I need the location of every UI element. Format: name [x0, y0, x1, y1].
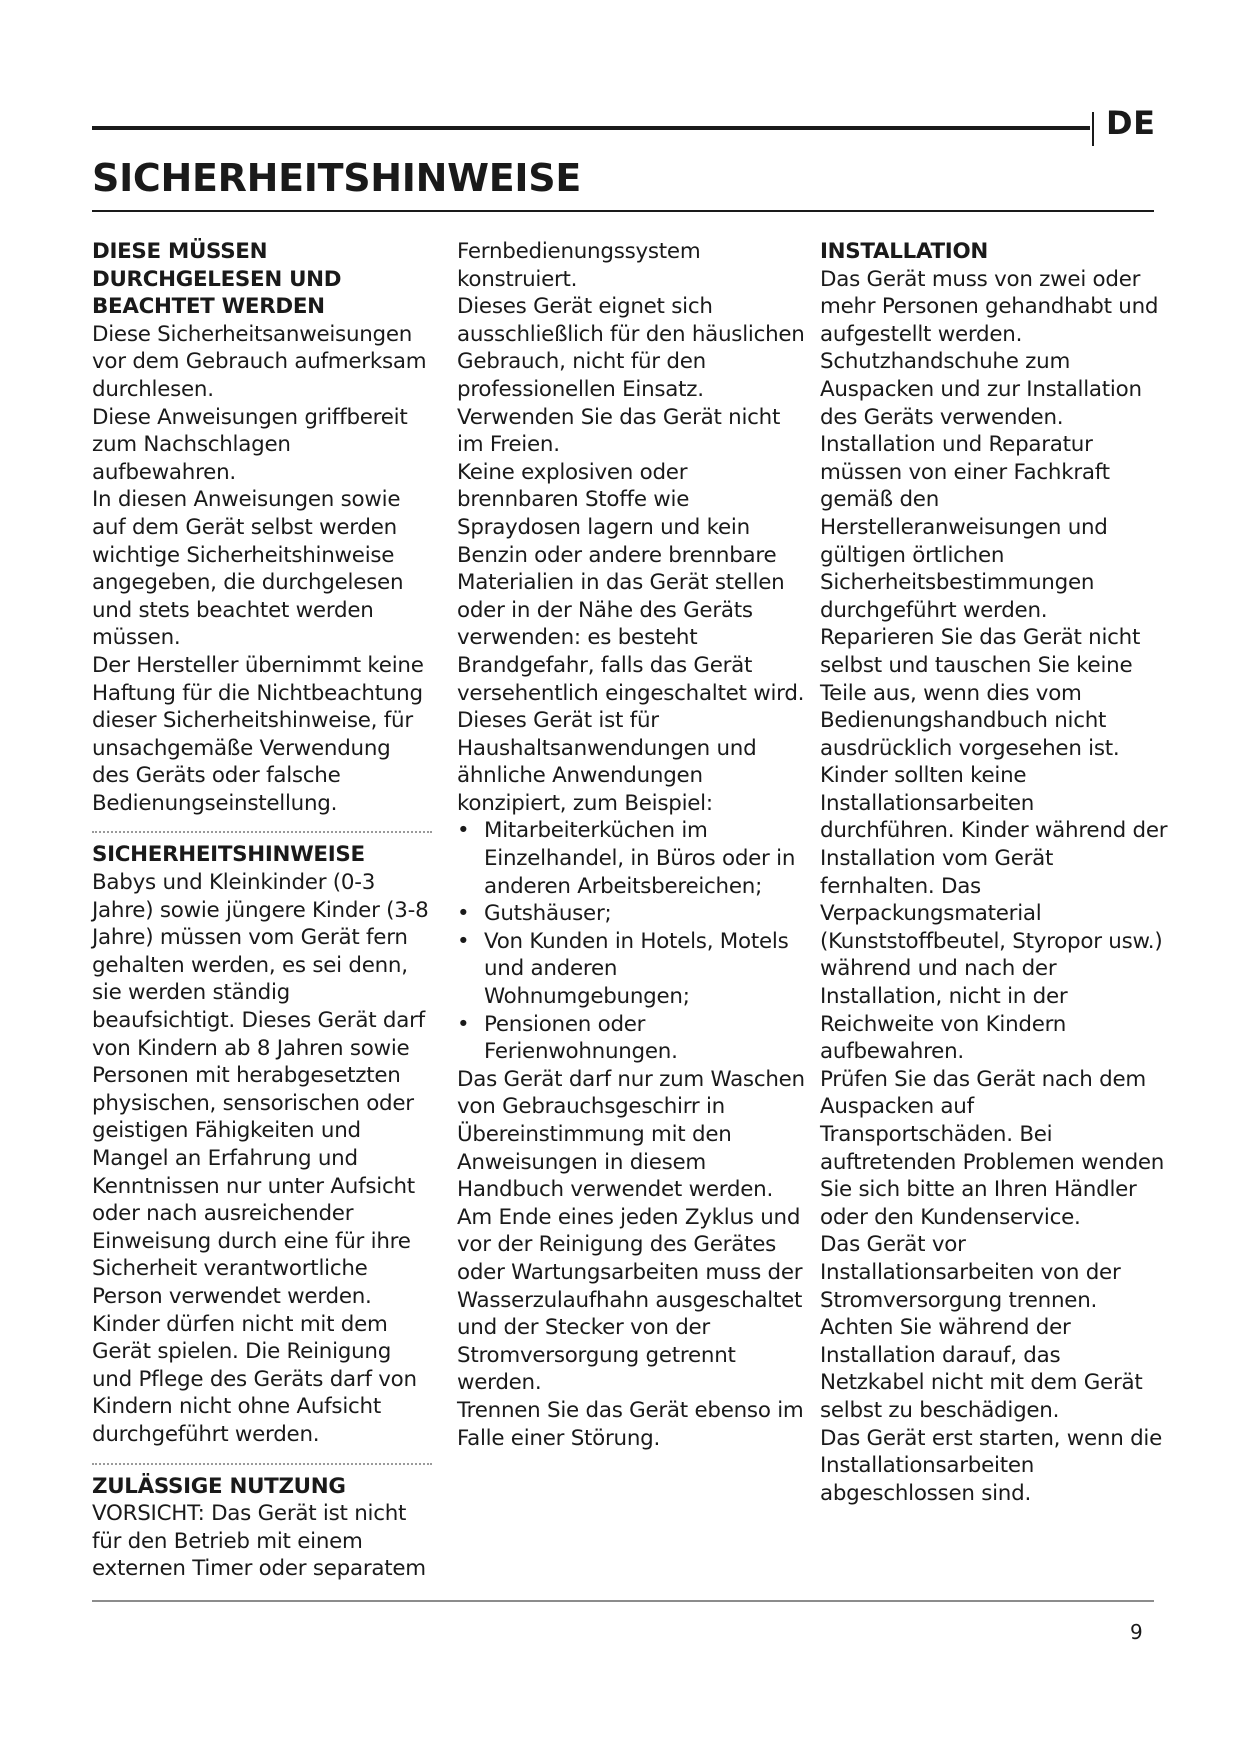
list-item: • Pensionen oder Ferienwohnungen. — [457, 1011, 807, 1066]
paragraph: Verwenden Sie das Gerät nicht im Freien. — [457, 404, 781, 458]
paragraph: Installation und Reparatur müssen von einer Fachkraft gemäß den Herstelleranweisungen und gültigen örtlichen Sicherheitsbestimmungen durchgeführt werden. — [820, 432, 1110, 623]
header-rule — [92, 126, 1090, 130]
paragraph: Der Hersteller übernimmt keine Haftung für die Nichtbeachtung dieser Sicherheitshinweise, für unsachgemäße Verwendung des Geräts oder falsche Bedienungseinstellung. — [92, 652, 424, 816]
footer-rule — [92, 1600, 1154, 1602]
paragraph: Das Gerät darf nur zum Waschen von Gebrauchsgeschirr in Übereinstimmung mit den Anweisungen in diesem Handbuch verwendet werden. — [457, 1066, 805, 1203]
list-item: • Mitarbeiterküchen im Einzelhandel, in Büros oder in anderen Arbeitsbereichen; — [457, 817, 807, 900]
paragraph: Reparieren Sie das Gerät nicht selbst und tauschen Sie keine Teile aus, wenn dies vom Bedienungshandbuch nicht ausdrücklich vorgesehen ist. — [820, 625, 1141, 761]
section-heading-installation: INSTALLATION — [820, 239, 988, 264]
page-number: 9 — [1130, 1620, 1143, 1644]
paragraph: Keine explosiven oder brennbaren Stoffe wie Spraydosen lagern und kein Benzin oder andere brennbare Materialien in das Gerät stellen oder in der Nähe des Geräts verwenden: es besteht Brandgefahr, falls das Gerät versehentlich eingeschaltet wird. — [457, 459, 805, 706]
paragraph: In diesen Anweisungen sowie auf dem Gerät selbst werden wichtige Sicherheitshinweise angegeben, die durchgelesen und stets beachtet werden müssen. — [92, 487, 404, 651]
section-heading-read-and-observe: DIESE MÜSSEN DURCHGELESEN UND BEACHTET WERDEN — [92, 239, 342, 320]
paragraph: Trennen Sie das Gerät ebenso im Falle einer Störung. — [457, 1397, 804, 1451]
column-left — [92, 238, 432, 1583]
section-heading-permitted-use: ZULÄSSIGE NUTZUNG — [92, 1473, 346, 1499]
paragraph: Prüfen Sie das Gerät nach dem Auspacken auf Transportschäden. Bei auftretenden Problemen wenden Sie sich bitte an Ihren Händler oder den Kundenservice. — [820, 1066, 1165, 1230]
title-rule — [92, 210, 1154, 212]
paragraph: Fernbedienungssystem konstruiert. — [457, 239, 701, 292]
section-divider — [92, 1463, 432, 1465]
usage-examples-list — [457, 817, 807, 1065]
language-tab-divider — [1092, 112, 1094, 146]
paragraph: Achten Sie während der Installation darauf, das Netzkabel nicht mit dem Gerät selbst zu beschädigen. — [820, 1315, 1143, 1423]
paragraph: Diese Sicherheitsanweisungen vor dem Gebrauch aufmerksam durchlesen. — [92, 321, 427, 402]
paragraph: Schutzhandschuhe zum Auspacken und zur Installation des Geräts verwenden. — [820, 349, 1142, 430]
paragraph: VORSICHT: Das Gerät ist nicht für den Betrieb mit einem externen Timer oder separatem — [92, 1501, 426, 1582]
list-item: • Gutshäuser; — [457, 900, 807, 928]
paragraph: Das Gerät erst starten, wenn die Installationsarbeiten abgeschlossen sind. — [820, 1425, 1163, 1506]
paragraph: Am Ende eines jeden Zyklus und vor der Reinigung des Gerätes oder Wartungsarbeiten muss der Wasserzulaufhahn ausgeschaltet und der Stecker von der Stromversorgung getrennt werden. — [457, 1204, 803, 1396]
section-heading-safety-notes: SICHERHEITSHINWEISE — [92, 842, 365, 868]
paragraph: Das Gerät muss von zwei oder mehr Personen gehandhabt und aufgestellt werden. — [820, 266, 1159, 347]
paragraph: Dieses Gerät ist für Haushaltsanwendungen und ähnliche Anwendungen konzipiert, zum Beispiel: — [457, 708, 757, 816]
language-code: DE — [1106, 104, 1156, 142]
paragraph: Das Gerät vor Installationsarbeiten von der Stromversorgung trennen. — [820, 1232, 1121, 1313]
column-right — [820, 238, 1170, 1507]
paragraph: Kinder sollten keine Installationsarbeiten durchführen. Kinder während der Installation vom Gerät fernhalten. Das Verpackungsmaterial (Kunststoffbeutel, Styropor usw.) während und nach der Installation, nicht in der Reichweite von Kindern aufbewahren. — [820, 763, 1168, 1065]
section-divider — [92, 831, 432, 833]
list-item: • Von Kunden in Hotels, Motels und anderen Wohnumgebungen; — [457, 928, 807, 1011]
paragraph: Babys und Kleinkinder (0-3 Jahre) sowie jüngere Kinder (3-8 Jahre) müssen vom Gerät fern gehalten werden, es sei denn, sie werden ständig beaufsichtigt. Dieses Gerät darf von Kindern ab 8 Jahren sowie Personen mit herabgesetzten physischen, sensorischen oder geistigen Fähigkeiten und Mangel an Erfahrung und Kenntnissen nur unter Aufsicht oder nach ausreichender Einweisung durch eine für ihre Sicherheit verantwortliche Person verwendet werden. Kinder dürfen nicht mit dem Gerät spielen. Die Reinigung und Pflege des Geräts darf von Kindern nicht ohne Aufsicht durchgeführt werden. — [92, 870, 429, 1447]
column-middle — [457, 238, 807, 1452]
paragraph: Diese Anweisungen griffbereit zum Nachschlagen aufbewahren. — [92, 404, 408, 485]
paragraph: Dieses Gerät eignet sich ausschließlich für den häuslichen Gebrauch, nicht für den professionellen Einsatz. — [457, 294, 805, 402]
page-title: SICHERHEITSHINWEISE — [92, 156, 581, 200]
